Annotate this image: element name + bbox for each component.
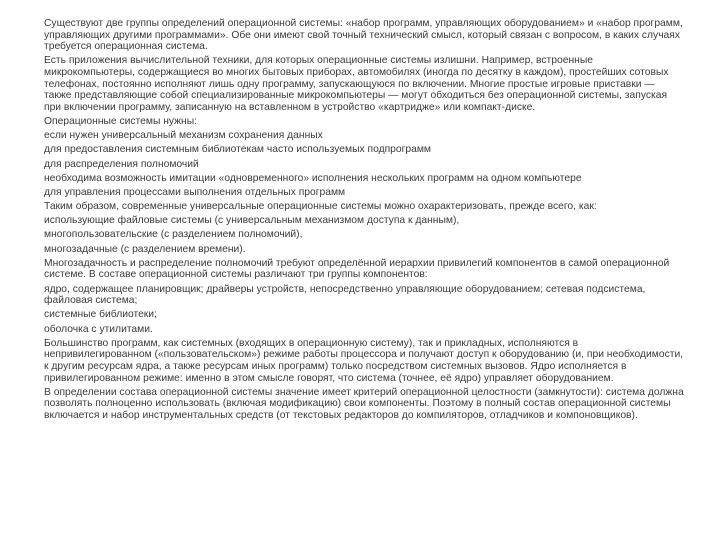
list-item-process-control: для управления процессами выполнения отдельных программ xyxy=(44,186,346,198)
list-item-multitasking: необходима возможность имитации «одновременного» исполнения нескольких программ на одном компьютере xyxy=(44,172,582,184)
list-item-data-storage: если нужен универсальный механизм сохранения данных xyxy=(44,130,323,142)
list-item-system-libraries: для предоставления системным библиотекам часто используемых подпрограмм xyxy=(44,144,431,156)
list-item-time-sharing: многозадачные (с разделением времени). xyxy=(44,243,246,255)
paragraph-privilege-hierarchy: Многозадачность и распределение полномочий требуют определённой иерархии привилегий компонентов в самой операционной системе. В составе операционной системы различают три группы компонентов: xyxy=(44,257,670,281)
list-item-kernel: ядро, содержащее планировщик; драйверы устройств, непосредственно управляющие оборудованием; сетевая подсистема, файловая система; xyxy=(44,283,646,307)
list-item-libraries: системные библиотеки; xyxy=(44,309,157,321)
document-body xyxy=(44,18,684,424)
paragraph-user-mode: Большинство программ, как системных (входящих в операционную систему), так и прикладных, исполняются в непривилегированном («пользовательском») режиме работы процессора и получают доступ к оборудованию (и, при необходимости, к другим ресурсам ядра, а также ресурсам иных программ) только посредством системных вызовов. Ядро исполняется в привилегированном режиме: именно в этом смысле говорят, что система (точнее, её ядро) управляет оборудованием. xyxy=(44,337,684,384)
list-item-permissions: для распределения полномочий xyxy=(44,158,199,170)
list-item-multiuser: многопользовательские (с разделением полномочий), xyxy=(44,229,303,241)
paragraph-os-definitions: Существуют две группы определений операционной системы: «набор программ, управляющих оборудованием» и «набор программ, управляющих другими программами». Обе они имеют свой точный технический смысл, который связан с вопросом, в каких случаях требуется операционная система. xyxy=(44,18,683,53)
paragraph-modern-os-summary: Таким образом, современные универсальные операционные системы можно охарактеризовать, прежде всего, как: xyxy=(44,201,597,213)
paragraph-embedded-systems: Есть приложения вычислительной техники, для которых операционные системы излишни. Например, встроенные микрокомпьютеры, содержащиеся во многих бытовых приборах, автомобилях (иногда по десятку в каждом), простейших сотовых телефонах, постоянно исполняют лишь одну программу, запускающуюся по включении. Многие простые игровые приставки — также представляющие собой специализированные микрокомпьютеры — могут обходиться без операционной системы, запуская при включении программу, записанную на вставленном в устройство «картридже» или компакт-диске. xyxy=(44,55,669,113)
list-item-shell: оболочка с утилитами. xyxy=(44,323,153,335)
list-item-file-systems: использующие файловые системы (с универсальным механизмом доступа к данным), xyxy=(44,215,460,227)
paragraph-integrity: В определении состава операционной системы значение имеет критерий операционной целостности (замкнутости): система должна позволять полноценно использовать (включая модификацию) свои компоненты. Поэтому в полный состав операционной системы включается и набор инструментальных средств (от текстовых редакторов до компиляторов, отладчиков и компоновщиков). xyxy=(44,386,684,421)
paragraph-os-needed-heading: Операционные системы нужны: xyxy=(44,115,198,127)
